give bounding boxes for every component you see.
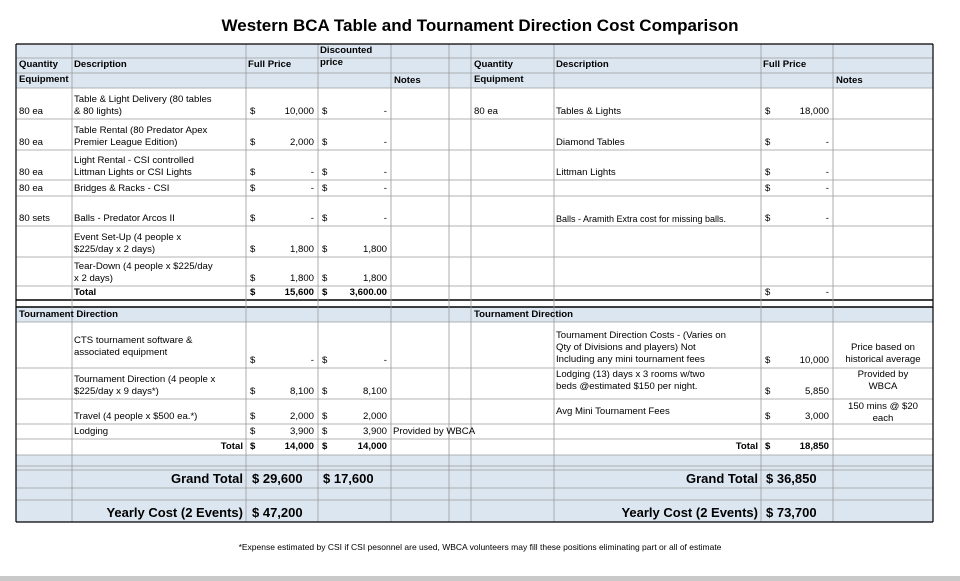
notes-cell-right: each: [872, 413, 894, 424]
currency-symbol: $: [250, 411, 256, 422]
full-price-cell: -: [310, 355, 314, 366]
currency-symbol: $: [765, 355, 771, 366]
currency-symbol: $: [322, 411, 328, 422]
discounted-price-cell: -: [383, 137, 387, 148]
discounted-price-cell: -: [383, 106, 387, 117]
discounted-price-cell: 8,100: [362, 386, 387, 397]
currency-symbol: $: [250, 287, 256, 298]
currency-symbol: $: [250, 386, 256, 397]
notes-cell-right: historical average: [845, 354, 921, 365]
description-cell: Light Rental - CSI controlled: [74, 155, 194, 166]
bottom-bar: [0, 576, 960, 581]
description-cell: Tear-Down (4 people x $225/day: [74, 261, 213, 272]
full-price-cell: 3,900: [289, 426, 314, 437]
description-cell: $225/day x 9 days*): [74, 386, 159, 397]
header-equipment: Equipment: [19, 74, 69, 85]
td-total-discounted-price: 14,000: [357, 441, 387, 452]
page-title: Western BCA Table and Tournament Direction Cost Comparison: [221, 16, 739, 35]
currency-symbol: $: [322, 273, 328, 284]
description-cell-right: Lodging (13) days x 3 rooms w/two: [556, 369, 705, 380]
currency-symbol: $: [765, 386, 771, 397]
currency-symbol: $: [322, 441, 328, 452]
full-price-cell-right: 5,850: [804, 386, 829, 397]
description-cell: x 2 days): [74, 273, 113, 284]
description-cell: Tournament Direction (4 people x: [74, 374, 216, 385]
description-cell: Premier League Edition): [74, 137, 178, 148]
header-discounted: Discounted: [320, 45, 373, 56]
discounted-price-cell: 1,800: [362, 273, 387, 284]
header-quantity: Quantity: [19, 59, 58, 70]
grand-total-label: Grand Total: [171, 471, 243, 486]
notes-cell-right: Provided by: [857, 369, 909, 380]
discounted-price-cell: -: [383, 213, 387, 224]
description-cell: Littman Lights or CSI Lights: [74, 167, 192, 178]
description-cell: associated equipment: [74, 347, 168, 358]
full-price-cell-right: 18,000: [799, 106, 829, 117]
grand-total-label-right: Grand Total: [686, 471, 758, 486]
total-label: Total: [74, 287, 97, 298]
notes-cell-right: Price based on: [851, 342, 915, 353]
yearly-cost-full-price-right: $ 73,700: [766, 505, 817, 520]
description-cell-right: Tables & Lights: [556, 106, 622, 117]
full-price-cell: -: [310, 213, 314, 224]
discounted-price-cell: -: [383, 183, 387, 194]
description-cell-right: Diamond Tables: [556, 137, 625, 148]
currency-symbol: $: [322, 287, 328, 298]
full-price-cell: 10,000: [284, 106, 314, 117]
full-price-cell-right: -: [825, 137, 829, 148]
notes-cell: Provided by WBCA: [393, 426, 476, 437]
description-cell-right: Qty of Divisions and players) Not: [556, 342, 696, 353]
currency-symbol: $: [322, 213, 328, 224]
full-price-cell: 1,800: [289, 273, 314, 284]
full-price-cell: -: [310, 183, 314, 194]
grand-total-full-price: $ 29,600: [252, 471, 303, 486]
currency-symbol: $: [322, 167, 328, 178]
grand-total-full-price-right: $ 36,850: [766, 471, 817, 486]
total-full-price: 15,600: [284, 287, 314, 298]
currency-symbol: $: [322, 355, 328, 366]
header-quantity-right: Quantity: [474, 59, 513, 70]
full-price-cell: 2,000: [289, 411, 314, 422]
section-tournament-direction: Tournament Direction: [19, 309, 118, 320]
section-tournament-direction-right: Tournament Direction: [474, 309, 573, 320]
full-price-cell-right: -: [825, 183, 829, 194]
total-discounted-price: 3,600.00: [349, 287, 387, 298]
grand-total-discounted-price: $ 17,600: [323, 471, 374, 486]
currency-symbol: $: [322, 183, 328, 194]
currency-symbol: $: [765, 287, 771, 298]
description-cell: Travel (4 people x $500 ea.*): [74, 411, 198, 422]
full-price-cell-right: -: [825, 167, 829, 178]
currency-symbol: $: [250, 106, 256, 117]
td-total-label-right: Total: [735, 441, 758, 452]
full-price-cell: 2,000: [289, 137, 314, 148]
yearly-cost-full-price: $ 47,200: [252, 505, 303, 520]
header-notes: Notes: [394, 75, 421, 86]
qty-cell-right: 80 ea: [474, 106, 499, 117]
currency-symbol: $: [765, 213, 771, 224]
description-cell-right: Littman Lights: [556, 167, 616, 178]
header-description-right: Description: [556, 59, 609, 70]
currency-symbol: $: [250, 167, 256, 178]
currency-symbol: $: [322, 106, 328, 117]
description-cell-right: beds @estimated $150 per night.: [556, 381, 698, 392]
currency-symbol: $: [765, 411, 771, 422]
currency-symbol: $: [765, 106, 771, 117]
header-notes-right: Notes: [836, 75, 863, 86]
currency-symbol: $: [322, 386, 328, 397]
header-full-price: Full Price: [248, 59, 292, 70]
description-cell: $225/day x 2 days): [74, 244, 156, 255]
description-cell: & 80 lights): [74, 106, 122, 117]
currency-symbol: $: [765, 137, 771, 148]
full-price-cell: 1,800: [289, 244, 314, 255]
qty-cell: 80 ea: [19, 137, 44, 148]
discounted-price-cell: 1,800: [362, 244, 387, 255]
currency-symbol: $: [250, 273, 256, 284]
header-description: Description: [74, 59, 127, 70]
currency-symbol: $: [250, 244, 256, 255]
qty-cell: 80 sets: [19, 213, 50, 224]
description-cell: Balls - Predator Arcos II: [74, 213, 175, 224]
header-full-price-right: Full Price: [763, 59, 807, 70]
footnote: *Expense estimated by CSI if CSI pesonnel are used, WBCA volunteers may fill these positions eliminating part or all of estimate: [238, 542, 722, 552]
total-full-price-right: -: [825, 287, 829, 298]
description-cell: Table Rental (80 Predator Apex: [74, 125, 208, 136]
discounted-price-cell: 3,900: [362, 426, 387, 437]
currency-symbol: $: [765, 167, 771, 178]
currency-symbol: $: [322, 426, 328, 437]
yearly-cost-label-right: Yearly Cost (2 Events): [621, 505, 758, 520]
currency-symbol: $: [250, 426, 256, 437]
td-total-full-price-right: 18,850: [799, 441, 829, 452]
td-total-label: Total: [220, 441, 243, 452]
description-cell: Bridges & Racks - CSI: [74, 183, 170, 194]
td-total-full-price: 14,000: [284, 441, 314, 452]
full-price-cell-right: 3,000: [804, 411, 829, 422]
description-cell-right: Balls - Aramith Extra cost for missing balls.: [556, 214, 727, 224]
currency-symbol: $: [250, 183, 256, 194]
qty-cell: 80 ea: [19, 167, 44, 178]
qty-cell: 80 ea: [19, 106, 44, 117]
discounted-price-cell: 2,000: [362, 411, 387, 422]
notes-cell-right: 150 mins @ $20: [847, 401, 918, 412]
description-cell: Lodging: [74, 426, 109, 437]
discounted-price-cell: -: [383, 167, 387, 178]
currency-symbol: $: [250, 137, 256, 148]
description-cell-right: Tournament Direction Costs - (Varies on: [556, 330, 726, 341]
full-price-cell: -: [310, 167, 314, 178]
currency-symbol: $: [250, 355, 256, 366]
currency-symbol: $: [250, 213, 256, 224]
yearly-cost-label: Yearly Cost (2 Events): [106, 505, 243, 520]
currency-symbol: $: [250, 441, 256, 452]
qty-cell: 80 ea: [19, 183, 44, 194]
full-price-cell-right: -: [825, 213, 829, 224]
currency-symbol: $: [765, 183, 771, 194]
full-price-cell-right: 10,000: [799, 355, 829, 366]
description-cell: Table & Light Delivery (80 tables: [74, 94, 212, 105]
notes-cell-right: WBCA: [868, 381, 898, 392]
header-equipment-right: Equipment: [474, 74, 524, 85]
description-cell-right: Including any mini tournament fees: [556, 354, 705, 365]
currency-symbol: $: [322, 244, 328, 255]
currency-symbol: $: [765, 441, 771, 452]
header-discounted-price: price: [320, 57, 343, 68]
description-cell-right: Avg Mini Tournament Fees: [556, 406, 670, 417]
description-cell: Event Set-Up (4 people x: [74, 232, 182, 243]
discounted-price-cell: -: [383, 355, 387, 366]
full-price-cell: 8,100: [289, 386, 314, 397]
description-cell: CTS tournament software &: [74, 335, 193, 346]
currency-symbol: $: [322, 137, 328, 148]
